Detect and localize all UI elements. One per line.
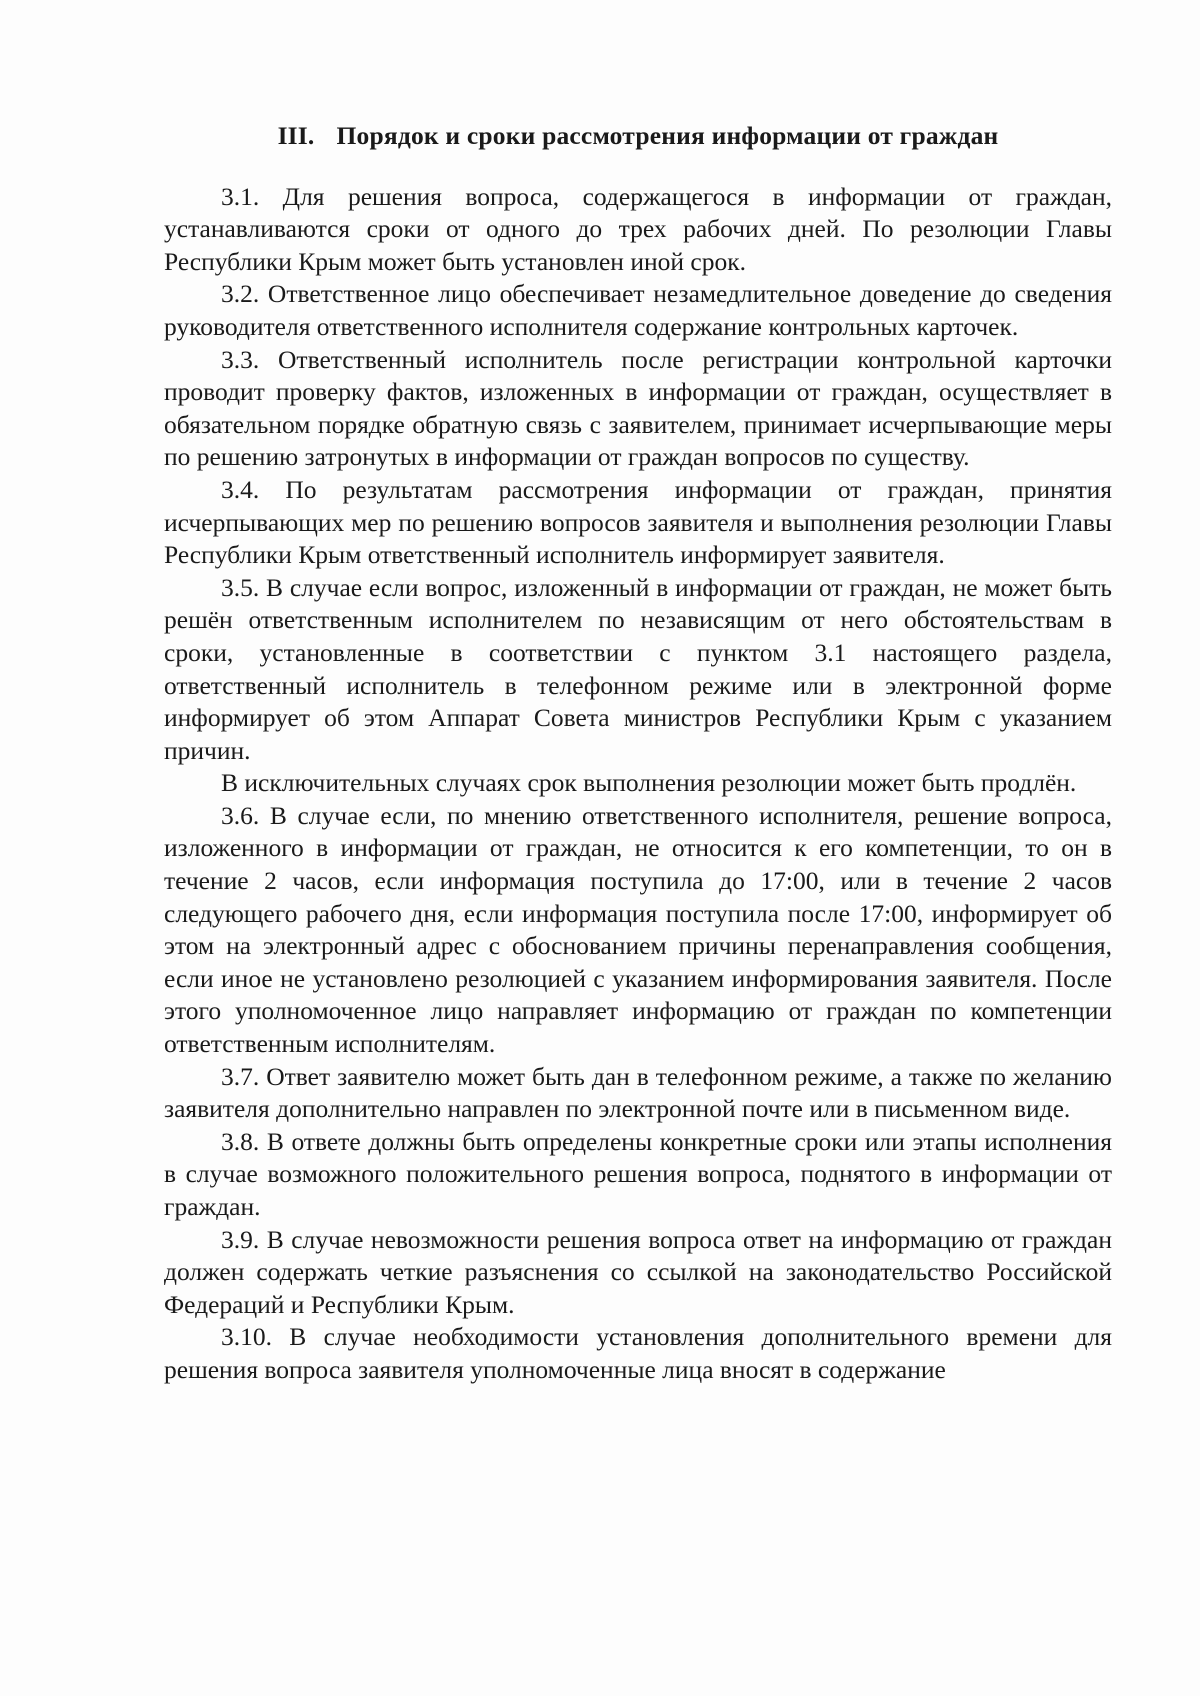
paragraph-3-10: 3.10. В случае необходимости установления дополнительного времени для решения вопроса заявителя уполномоченные лица вносят в содержание: [164, 1322, 1112, 1384]
paragraph-3-4: 3.4. По результатам рассмотрения информации от граждан, принятия исчерпывающих мер по решению вопросов заявителя и выполнения резолюции Главы Республики Крым ответственный исполнитель информирует заявителя.: [164, 474, 1112, 570]
paragraph-3-9: 3.9. В случае невозможности решения вопроса ответ на информацию от граждан должен содержать четкие разъяснения со ссылкой на законодательство Российской Федераций и Республики Крым.: [164, 1224, 1112, 1319]
paragraph-3-5: 3.5. В случае если вопрос, изложенный в информации от граждан, не может быть решён ответственным исполнителем по независящим от него обстоятельствам в сроки, установленные в соответствии с пунктом 3.1 настоящего раздела, ответственный исполнитель в телефонном режиме или в электронной форме информирует об этом Аппарат Совета министров Республики Крым с указанием причин.: [164, 572, 1112, 765]
section-number: III.: [277, 121, 315, 150]
paragraph-3-1: 3.1. Для решения вопроса, содержащегося в информации от граждан, устанавливаются сроки от одного до трех рабочих дней. По резолюции Главы Республики Крым может быть установлен иной срок.: [164, 181, 1112, 276]
paragraph-3-6: 3.6. В случае если, по мнению ответственного исполнителя, решение вопроса, изложенного в информации от граждан, не относится к его компетенции, то он в течение 2 часов, если информация поступила до 17:00, или в течение 2 часов следующего рабочего дня, если информация поступила после 17:00, информирует об этом на электронный адрес с обоснованием причины перенаправления сообщения, если иное не установлено резолюцией с указанием информирования заявителя. После этого уполномоченное лицо направляет информацию от граждан по компетенции ответственным исполнителям.: [164, 800, 1112, 1059]
paragraph-3-7: 3.7. Ответ заявителю может быть дан в телефонном режиме, а также по желанию заявителя дополнительно направлен по электронной почте или в письменном виде.: [164, 1061, 1112, 1124]
document-body: [164, 120, 1112, 1387]
paragraph-3-2: 3.2. Ответственное лицо обеспечивает незамедлительное доведение до сведения руководителя ответственного исполнителя содержание контрольных карточек.: [164, 279, 1112, 341]
paragraph-3-8: 3.8. В ответе должны быть определены конкретные сроки или этапы исполнения в случае возможного положительного решения вопроса, поднятого в информации от граждан.: [164, 1126, 1112, 1221]
section-title: Порядок и сроки рассмотрения информации от граждан: [336, 121, 999, 150]
paragraph-3-5-extension: В исключительных случаях срок выполнения резолюции может быть продлён.: [221, 768, 1077, 798]
section-heading: [164, 120, 1112, 153]
paragraph-3-3: 3.3. Ответственный исполнитель после регистрации контрольной карточки проводит проверку фактов, изложенных в информации от граждан, осуществляет в обязательном порядке обратную связь с заявителем, принимает исчерпывающие меры по решению затронутых в информации от граждан вопросов по существу.: [164, 344, 1112, 472]
